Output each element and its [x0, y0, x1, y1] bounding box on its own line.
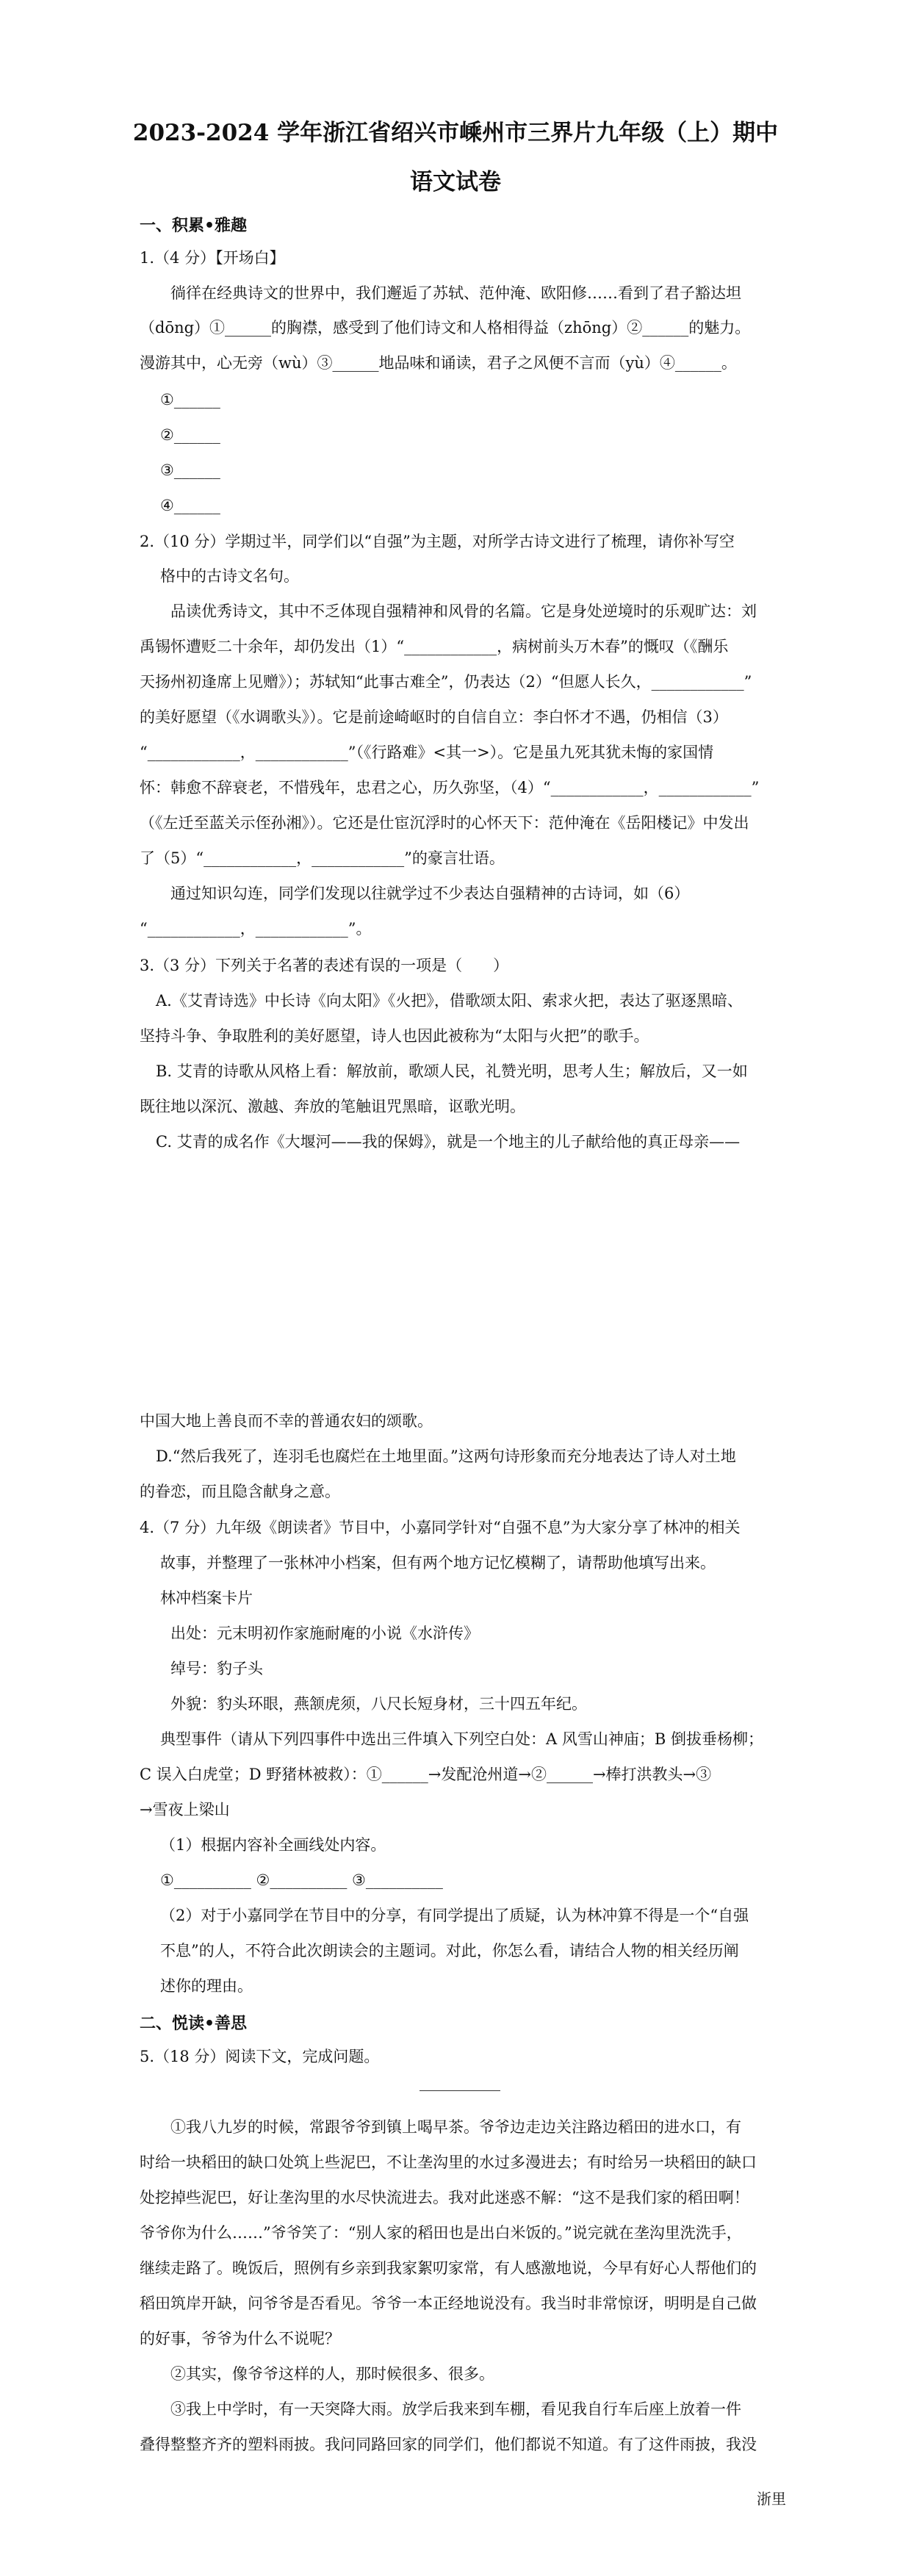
card-events: C 误入白虎堂；D 野猪林被救）：①______→发配沧州道→②______→棒打洪教头→③ [140, 1766, 712, 1783]
answer-blank[interactable]: ②______ [160, 426, 220, 444]
question-text: （《左迁至蓝关示侄孙湘》）。它还是仕宦沉浮时的心怀天下：范仲淹在《岳阳楼记》中发出 [140, 814, 749, 832]
exam-title-line2: 语文试卷 [410, 169, 501, 195]
option-b-cont: 既往地以深沉、激越、奔放的笔触诅咒黑暗，讴歌光明。 [140, 1098, 525, 1115]
card-title: 林冲档案卡片 [160, 1589, 253, 1607]
sub-question-2: （2）对于小嘉同学在节目中的分享，有同学提出了质疑，认为林冲算不得是一个“自强 [160, 1907, 749, 1924]
exam-title-line1: 2023-2024 学年浙江省绍兴市嵊州市三界片九年级（上）期中 [132, 120, 779, 146]
question-2-head: 2.（10 分）学期过半，同学们以“自强”为主题，对所学古诗文进行了梳理，请你补写空 [140, 533, 735, 550]
option-d: D.“然后我死了，连羽毛也腐烂在土地里面。”这两句诗形象而充分地表达了诗人对土地 [156, 1447, 736, 1465]
option-c-cont: 中国大地上善良而不幸的普通农妇的颂歌。 [140, 1412, 433, 1430]
question-text: （dōng）①______的胸襟，感受到了他们诗文和人格相得益（zhōng）②______的魅力。 [140, 319, 751, 337]
answer-blank[interactable]: ④______ [160, 497, 220, 514]
option-b: B. 艾青的诗歌从风格上看：解放前，歌颂人民，礼赞光明，思考人生；解放后，又一如 [156, 1062, 748, 1080]
option-d-cont: 的眷恋，而且隐含献身之意。 [140, 1483, 340, 1500]
passage-text: 继续走路了。晚饭后，照例有乡亲到我家絮叨家常，有人感激地说，今早有好心人帮他们的 [140, 2259, 757, 2277]
title-blank-line [420, 2090, 500, 2091]
option-a: A.《艾青诗选》中长诗《向太阳》《火把》，借歌颂太阳、索求火把，表达了驱逐黑暗、 [156, 992, 743, 1010]
question-4-head: 4.（7 分）九年级《朗读者》节目中，小嘉同学针对“自强不息”为大家分享了林冲的相关 [140, 1519, 741, 1536]
question-text: “____________，____________”。 [140, 920, 372, 938]
question-text: 漫游其中，心无旁（wù）③______地品味和诵读，君子之风便不言而（yù）④______。 [140, 354, 737, 372]
card-appearance: 外貌：豹头环眼，燕颔虎须，八尺长短身材，三十四五年纪。 [170, 1695, 587, 1713]
card-events: →雪夜上梁山 [140, 1801, 230, 1818]
passage-text: 时给一块稻田的缺口处筑上些泥巴，不让垄沟里的水过多漫进去；有时给另一块稻田的缺口 [140, 2154, 757, 2171]
question-text: 格中的古诗文名句。 [160, 567, 299, 585]
question-text: 了（5）“____________，____________”的豪言壮语。 [140, 849, 505, 867]
page-footer: 浙里 [757, 2490, 786, 2508]
section-heading: 二、悦读•善思 [140, 2015, 248, 2033]
answer-blank[interactable]: ①______ [160, 391, 220, 409]
question-text: 的美好愿望（《水调歌头》）。它是前途崎岖时的自信自立：李白怀才不遇，仍相信（3） [140, 708, 728, 726]
option-a-cont: 坚持斗争、争取胜利的美好愿望，诗人也因此被称为“太阳与火把”的歌手。 [140, 1027, 649, 1045]
sub-question-1: （1）根据内容补全画线处内容。 [160, 1836, 386, 1854]
passage-text: 处挖掉些泥巴，好让垄沟里的水尽快流进去。我对此迷惑不解：“这不是我们家的稻田啊！ [140, 2189, 749, 2206]
section-heading: 一、积累•雅趣 [140, 217, 248, 235]
question-text: 不息”的人，不符合此次朗读会的主题词。对此，你怎么看，请结合人物的相关经历阐 [160, 1942, 739, 1960]
question-text: 品读优秀诗文，其中不乏体现自强精神和风骨的名篇。它是身处逆境时的乐观旷达：刘 [170, 602, 757, 620]
card-origin: 出处：元末明初作家施耐庵的小说《水浒传》 [170, 1625, 479, 1642]
question-text: 禹锡怀遭贬二十余年，却仍发出（1）“____________，病树前头万木春”的慨叹（《酬乐 [140, 638, 729, 655]
question-text: 故事，并整理了一张林冲小档案，但有两个地方记忆模糊了，请帮助他填写出来。 [160, 1554, 716, 1572]
question-text: 徜徉在经典诗文的世界中，我们邂逅了苏轼、范仲淹、欧阳修……看到了君子豁达坦 [170, 284, 741, 302]
answer-blank[interactable]: ①__________ ②__________ ③__________ [160, 1871, 443, 1889]
question-3-head: 3.（3 分）下列关于名著的表述有误的一项是（ ） [140, 957, 509, 974]
passage-text: ③我上中学时，有一天突降大雨。放学后我来到车棚，看见我自行车后座上放着一件 [170, 2400, 741, 2418]
question-5-head: 5.（18 分）阅读下文，完成问题。 [140, 2048, 380, 2065]
question-text: “____________，____________”（《行路难》<其一>）。它是虽九死其犹未悔的家国情 [140, 744, 714, 761]
card-nickname: 绰号：豹子头 [170, 1660, 263, 1677]
passage-text: ①我八九岁的时候，常跟爷爷到镇上喝早茶。爷爷边走边关注路边稻田的进水口，有 [170, 2118, 741, 2136]
answer-blank[interactable]: ③______ [160, 461, 220, 479]
question-text: 天扬州初逢席上见赠》）；苏轼知“此事古难全”，仍表达（2）“但愿人长久，____________” [140, 673, 752, 691]
card-events: 典型事件（请从下列四事件中选出三件填入下列空白处：A 风雪山神庙；B 倒拔垂杨柳； [160, 1730, 763, 1748]
question-text: 述你的理由。 [160, 1977, 253, 1995]
question-1-head: 1.（4 分）【开场白】 [140, 249, 285, 267]
passage-text: 爷爷你为什么……”爷爷笑了：“别人家的稻田也是出白米饭的。”说完就在垄沟里洗洗手， [140, 2224, 742, 2242]
passage-text: 叠得整整齐齐的塑料雨披。我问同路回家的同学们，他们都说不知道。有了这件雨披，我没 [140, 2436, 757, 2453]
passage-text: 的好事，爷爷为什么不说呢？ [140, 2330, 340, 2347]
option-c: C. 艾青的成名作《大堰河——我的保姆》，就是一个地主的儿子献给他的真正母亲—— [156, 1133, 741, 1151]
question-text: 怀：韩愈不辞衰老，不惜残年，忠君之心，历久弥坚，（4）“____________，____________” [140, 779, 760, 796]
passage-text: ②其实，像爷爷这样的人，那时候很多、很多。 [170, 2365, 494, 2383]
passage-text: 稻田筑岸开缺，问爷爷是否看见。爷爷一本正经地说没有。我当时非常惊讶，明明是自己做 [140, 2295, 757, 2312]
question-text: 通过知识勾连，同学们发现以往就学过不少表达自强精神的古诗词，如（6） [170, 885, 690, 902]
